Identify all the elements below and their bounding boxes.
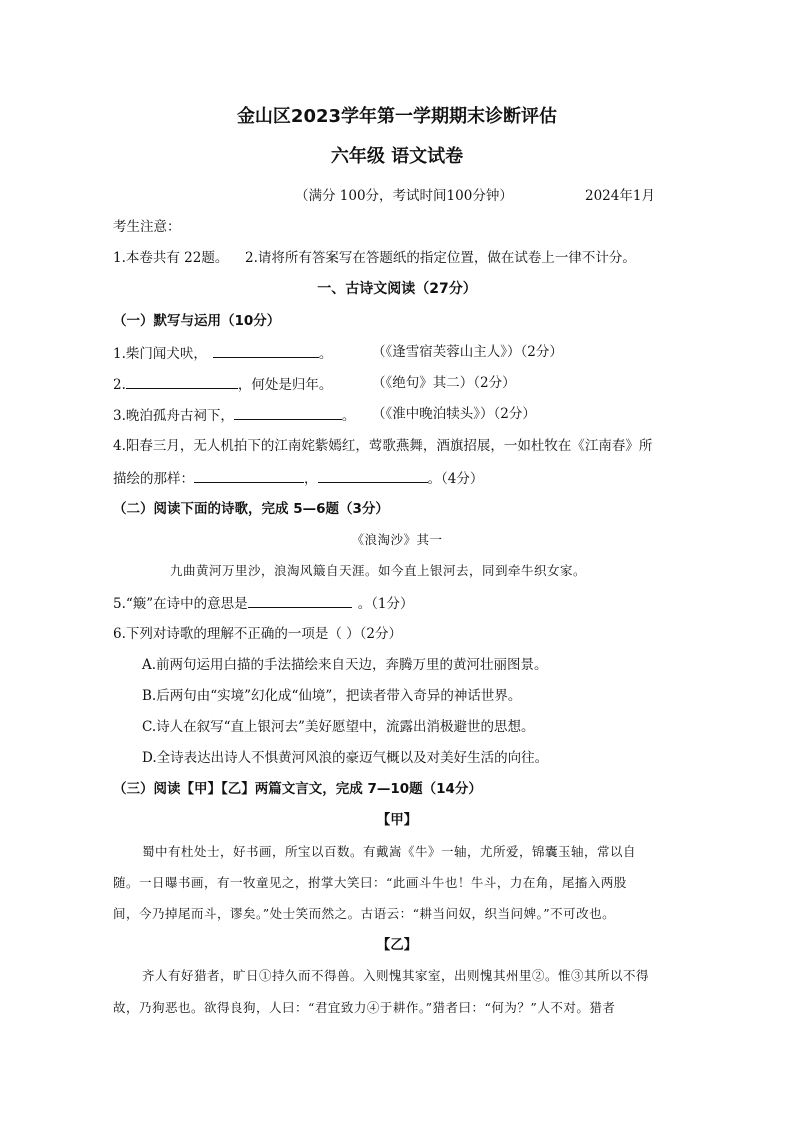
question-2-number: 2.: [113, 377, 126, 393]
notice-heading: 考生注意：: [113, 219, 181, 235]
notice-item-1: 1.本卷共有 22题。: [113, 250, 229, 266]
question-1-text: 1.柴门闻犬吠，: [113, 346, 207, 362]
question-3: [113, 405, 355, 425]
exam-info: （满分 100分，考试时间100分钟）: [295, 188, 513, 204]
option-a: A.前两句运用白描的手法描绘来自天边，奔腾万里的黄河壮丽图景。: [142, 657, 548, 673]
question-1: [113, 343, 332, 363]
question-4-line-1: 4.阳春三月，无人机拍下的江南姹紫嫣红，莺歌燕舞，酒旗招展，一如杜牧在《江南春》所: [113, 438, 653, 454]
text-jia-line: 蜀中有杜处士，好书画，所宝以百数。有戴嵩《牛》一轴，尤所爱，锦囊玉轴，常以自: [142, 844, 637, 859]
question-2: [113, 374, 332, 394]
question-5-text: 5.“簸”在诗中的意思是: [113, 596, 248, 612]
answer-blank: [234, 405, 342, 420]
text-jia-line: 随。一日曝书画，有一牧童见之，拊掌大笑曰：“此画斗牛也！牛斗，力在角，尾搐入两股: [113, 875, 627, 890]
question-5: [113, 593, 414, 613]
part2-heading: （二）阅读下面的诗歌，完成 5—6题（3分）: [113, 501, 389, 517]
answer-blank: [248, 593, 352, 608]
poem-text: 九曲黄河万里沙，浪淘风簸自天涯。如今直上银河去，同到牵牛织女家。: [170, 563, 587, 578]
question-4-line-2: [113, 468, 483, 488]
question-3-source: （《淮中晚泊犊头》）（2分）: [372, 406, 536, 422]
question-3-text: 3.晚泊孤舟古祠下，: [113, 408, 234, 424]
question-4-prefix: 描绘的那样：: [113, 471, 194, 487]
question-5-end: 。（1分）: [357, 596, 414, 612]
text-yi-label: 【乙】: [376, 937, 418, 953]
question-1-source: （《逢雪宿芙蓉山主人》）（2分）: [372, 344, 563, 360]
question-4-comma: ，: [304, 471, 318, 487]
section-title: 一、古诗文阅读（27分）: [317, 281, 477, 297]
exam-date: 2024年1月: [585, 188, 655, 204]
page-title: 金山区2023学年第一学期期末诊断评估: [236, 106, 558, 127]
question-1-end: 。: [318, 346, 333, 362]
text-jia-label: 【甲】: [376, 812, 418, 828]
question-3-end: 。: [341, 408, 356, 424]
text-yi-line: 故，乃狗恶也。欲得良狗，人曰：“君宜致力④于耕作。”猎者曰：“何为？”人不对。猎者: [113, 1000, 616, 1015]
part3-heading: （三）阅读【甲】【乙】两篇文言文，完成 7—10题（14分）: [113, 781, 482, 797]
poem-title: 《浪淘沙》其一: [351, 532, 443, 547]
question-6: 6.下列对诗歌的理解不正确的一项是（ ）（2分）: [113, 626, 403, 642]
answer-blank: [126, 374, 238, 389]
question-2-source: （《绝句》其二）（2分）: [372, 375, 516, 391]
part1-heading: （一）默写与运用（10分）: [113, 313, 281, 329]
question-4-end: 。（4分）: [427, 471, 484, 487]
option-b: B.后两句由“实境”幻化成“仙境”，把读者带入奇异的神话世界。: [142, 688, 522, 704]
answer-blank: [318, 468, 428, 483]
notice-item-2: 2.请将所有答案写在答题纸的指定位置，做在试卷上一律不计分。: [245, 250, 636, 266]
answer-blank: [194, 468, 304, 483]
text-yi-line: 齐人有好猎者，旷日①持久而不得兽。入则愧其家室，出则愧其州里②。惟③其所以不得: [142, 968, 650, 983]
option-c: C.诗人在叙写“直上银河去”美好愿望中，流露出消极避世的思想。: [142, 719, 535, 735]
answer-blank: [213, 343, 319, 358]
page-subtitle: 六年级 语文试卷: [330, 146, 464, 167]
text-jia-line: 间，今乃掉尾而斗，谬矣。”处士笑而然之。古语云：“耕当问奴，织当问婢。”不可改也。: [113, 906, 616, 921]
question-2-text: ，何处是归年。: [237, 377, 333, 393]
option-d: D.全诗表达出诗人不惧黄河风浪的豪迈气概以及对美好生活的向往。: [142, 750, 549, 766]
